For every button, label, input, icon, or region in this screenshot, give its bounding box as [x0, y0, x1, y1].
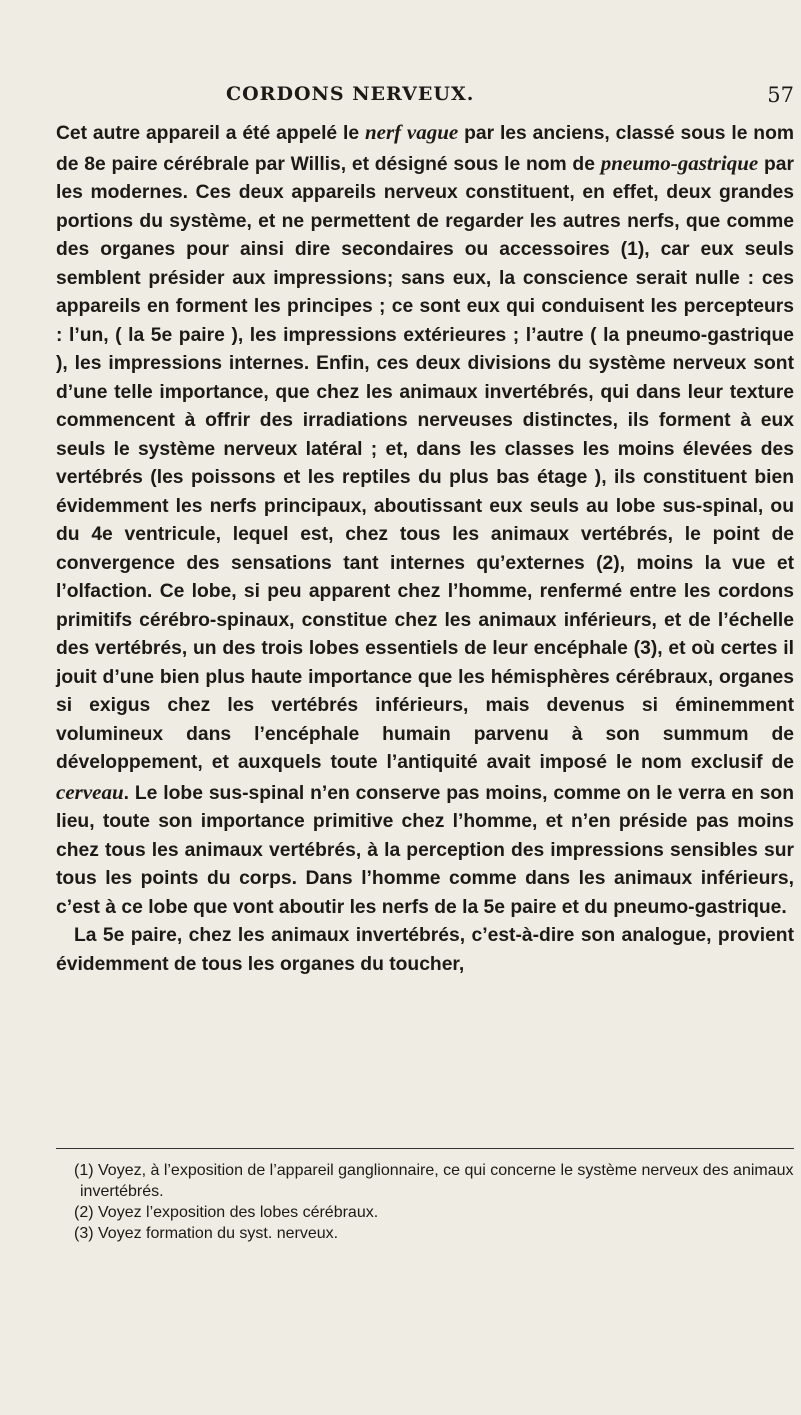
page-header — [226, 83, 794, 113]
paragraph-1 — [56, 118, 794, 922]
page-number: 57 — [767, 83, 794, 107]
footnote-3: (3) Voyez formation du syst. nerveux. — [74, 1225, 339, 1242]
footnote-1: (1) Voyez, à l’exposition de l’appareil ganglionnaire, ce qui concerne le système nerveux des animaux invertébrés. — [74, 1162, 794, 1200]
footnote-2: (2) Voyez l’exposition des lobes cérébraux. — [74, 1204, 379, 1221]
italic-term: pneumo-gastrique — [600, 150, 759, 175]
text-run: par les modernes. Ces deux appareils nerveux constituent, en effet, deux grandes portions du système, et ne permettent de regarder les autres nerfs, que comme des organes pour ainsi dire secondaires ou accessoires (1), car eux seuls semblent présider aux impressions; sans eux, la conscience serait nulle : ces appareils en forment les principes ; ce sont eux qui conduisent les percepteurs : l’un, ( la 5e paire ), les impressions extérieures ; l’autre ( la pneumo-gastrique ), les impressions internes. Enfin, ces deux divisions du système nerveux sont d’une telle importance, que chez les animaux invertébrés, qui dans leur texture commencent à offrir des irradiations nerveuses distinctes, ils forment à eux seuls le système nerveux latéral ; et, dans les classes les moins élevées des vertébrés (les poissons et les reptiles du plus bas étage ), ils constituent bien évidemment les nerfs principaux, aboutissant eux seuls au lobe sus-spinal, ou du 4e ventricule, lequel est, chez tous les animaux vertébrés, le point de convergence des sensations tant internes qu’externes (2), moins la vue et l’olfaction. Ce lobe, si peu apparent chez l’homme, renfermé entre les cordons primitifs cérébro-spinaux, constitue chez les animaux inférieurs, et de l’échelle des vertébrés, un des trois lobes essentiels de leur encéphale (3), et où certes il jouit d’une bien plus haute importance que les hémisphères cérébraux, organes si exigus chez les vertébrés inférieurs, mais devenus si éminemment volumineux dans l’encéphale humain parvenu à son summum de développement, et auxquels toute l’antiquité avait imposé le nom exclusif de — [56, 153, 794, 773]
italic-term: cerveau — [56, 779, 124, 804]
running-head: CORDONS NERVEUX. — [226, 83, 475, 105]
footnote-divider — [56, 1148, 794, 1149]
italic-term: nerf vague — [364, 120, 459, 144]
body-text — [56, 118, 794, 979]
text-run: Cet autre appareil a été appelé le — [56, 123, 365, 144]
paragraph-2 — [56, 922, 794, 979]
text-run: . Le lobe sus-spinal n’en conserve pas moins, comme on le verra en son lieu, toute son importance primitive chez l’homme, et n’en préside pas moins chez tous les animaux vertébrés, à la perception des impressions sensibles sur tous les points du corps. Dans l’homme comme dans les animaux inférieurs, c’est à ce lobe que vont aboutir les nerfs de la 5e paire et du pneumo-gastrique. — [56, 782, 794, 918]
text-run: par les anciens, classé sous le nom de 8e paire cérébrale par Willis, et désigné sous le nom de — [56, 123, 794, 175]
footnotes — [56, 1160, 794, 1244]
text-run: La 5e paire, chez les animaux invertébrés, c’est-à-dire son analogue, provient évidemment de tous les organes du toucher, — [56, 925, 794, 975]
